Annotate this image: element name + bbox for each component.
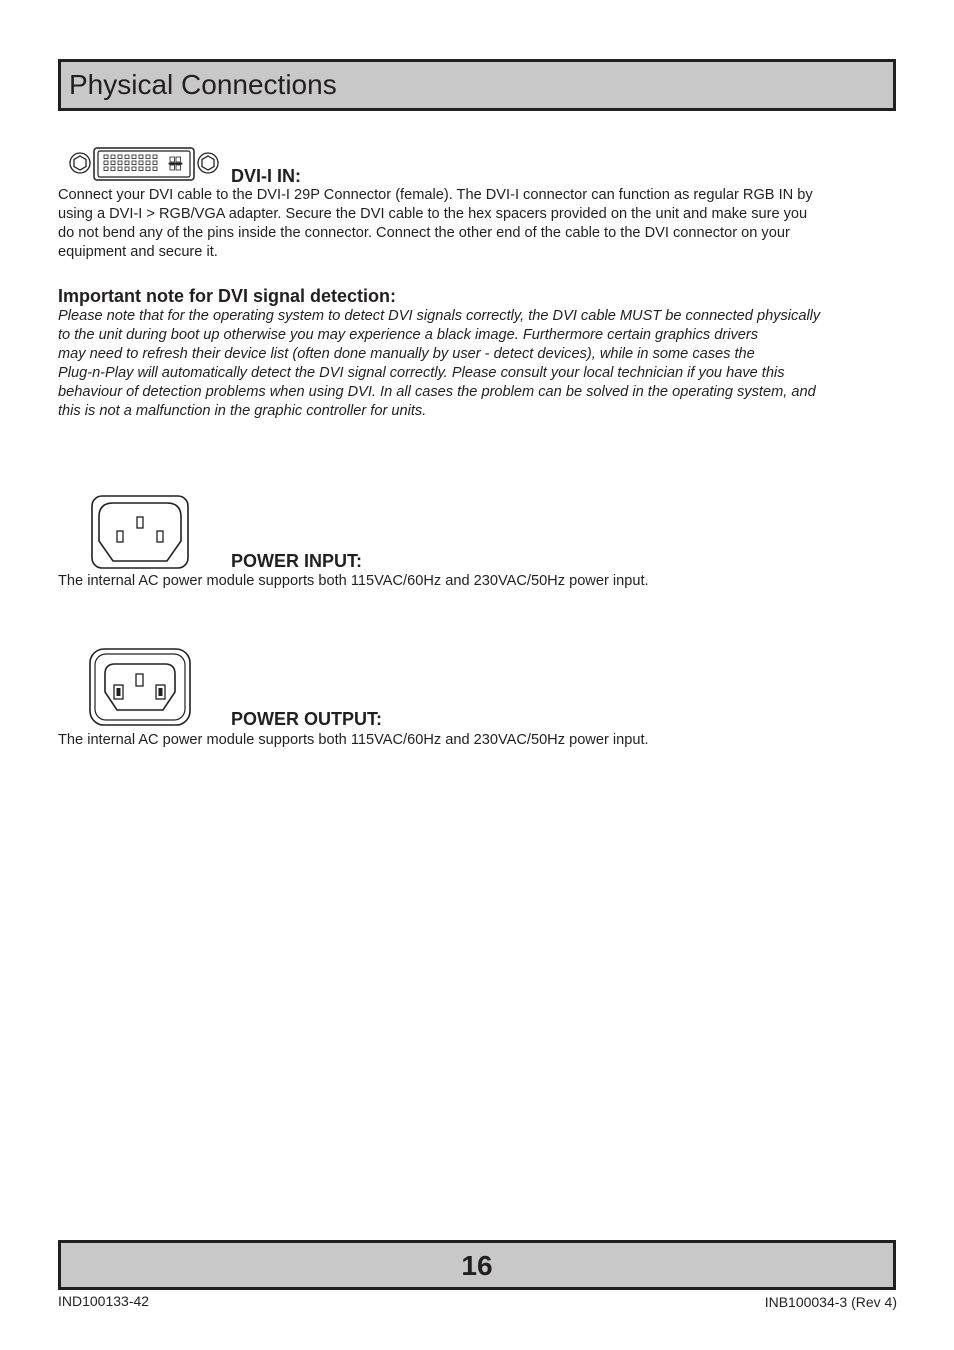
dvi-pin xyxy=(153,155,157,159)
dvi-pin xyxy=(153,161,157,165)
dvi-text-line: Connect your DVI cable to the DVI-I 29P Connector (female). The DVI-I connector can function as regular RGB IN by xyxy=(58,187,813,203)
note-heading: Important note for DVI signal detection: xyxy=(58,286,397,306)
dvi-pin xyxy=(118,155,122,159)
note-text-line: this is not a malfunction in the graphic controller for units. xyxy=(58,403,427,419)
dvi-text-line: equipment and secure it. xyxy=(58,244,218,260)
dvi-connector-icon xyxy=(68,147,220,183)
note-text-line: behaviour of detection problems when using DVI. In all cases the problem can be solved in the operating system, and xyxy=(58,384,816,400)
dvi-pin xyxy=(146,161,150,165)
dvi-pin xyxy=(153,167,157,171)
dvi-analog-pin xyxy=(170,157,175,162)
page-header xyxy=(58,59,896,111)
dvi-analog-pin xyxy=(176,157,181,162)
dvi-pin xyxy=(132,155,136,159)
dvi-pin xyxy=(139,155,143,159)
iec-c13-outlet-icon xyxy=(89,648,191,726)
dvi-pin xyxy=(118,161,122,165)
power-input-heading: POWER INPUT: xyxy=(231,551,363,571)
document-code-left: IND100133-42 xyxy=(58,1293,150,1309)
dvi-ground-blade xyxy=(169,163,182,164)
dvi-pin xyxy=(118,167,122,171)
dvi-pin xyxy=(111,161,115,165)
note-text-line: Plug-n-Play will automatically detect the DVI signal correctly. Please consult your local technician if you have this xyxy=(58,365,785,381)
dvi-pin xyxy=(104,167,108,171)
dvi-pin xyxy=(125,155,129,159)
dvi-text-line: do not bend any of the pins inside the connector. Connect the other end of the cable to the DVI connector on your xyxy=(58,225,790,241)
dvi-pin xyxy=(111,155,115,159)
dvi-analog-pin xyxy=(170,165,175,170)
dvi-pin xyxy=(146,155,150,159)
page-title: Physical Connections xyxy=(69,69,337,100)
dvi-heading: DVI-I IN: xyxy=(231,166,301,186)
dvi-pin xyxy=(139,161,143,165)
dvi-pin xyxy=(104,161,108,165)
note-text-line: Please note that for the operating system to detect DVI signals correctly, the DVI cable MUST be connected physically xyxy=(58,308,821,324)
dvi-pin xyxy=(132,161,136,165)
dvi-pin xyxy=(146,167,150,171)
page-footer xyxy=(58,1240,896,1290)
dvi-analog-pin xyxy=(176,165,181,170)
dvi-pin xyxy=(139,167,143,171)
power-output-description: The internal AC power module supports both 115VAC/60Hz and 230VAC/50Hz power input. xyxy=(58,732,649,748)
note-text-line: may need to refresh their device list (often done manually by user - detect devices), while in some cases the xyxy=(58,346,755,362)
dvi-pin xyxy=(125,161,129,165)
dvi-pin xyxy=(125,167,129,171)
dvi-text-line: using a DVI-I > RGB/VGA adapter. Secure the DVI cable to the hex spacers provided on the unit and make sure you xyxy=(58,206,808,222)
note-text-line: to the unit during boot up otherwise you may experience a black image. Furthermore certain graphics drivers xyxy=(58,327,759,343)
note-description xyxy=(58,307,898,421)
dvi-description xyxy=(58,186,898,262)
dvi-pin xyxy=(104,155,108,159)
page-number: 16 xyxy=(461,1250,493,1281)
iec-c14-inlet-icon xyxy=(91,495,189,569)
dvi-pin xyxy=(111,167,115,171)
document-code-right: INB100034-3 (Rev 4) xyxy=(764,1294,897,1310)
power-output-heading: POWER OUTPUT: xyxy=(231,709,382,729)
power-input-description: The internal AC power module supports both 115VAC/60Hz and 230VAC/50Hz power input. xyxy=(58,573,649,589)
dvi-pin xyxy=(132,167,136,171)
